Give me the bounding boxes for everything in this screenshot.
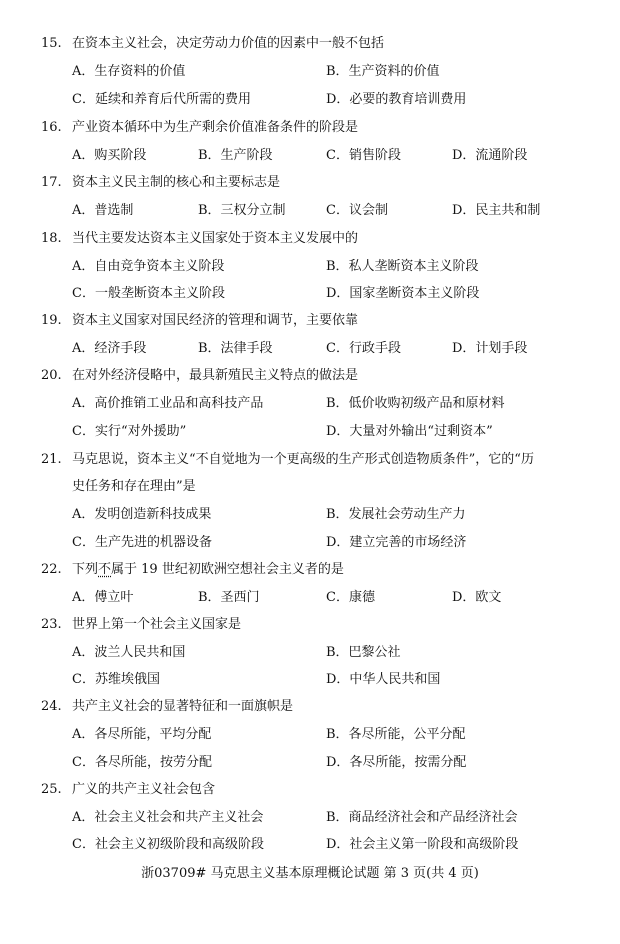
option-d: D．大量对外输出“过剩资本” xyxy=(326,424,493,439)
question-17 xyxy=(0,169,620,196)
option-d: D．流通阶段 xyxy=(452,148,528,163)
question-text: 马克思说，资本主义“不自觉地为一个更高级的生产形式创造物质条件”，它的“历 xyxy=(72,452,534,467)
question-19 xyxy=(0,307,620,334)
question-number: 15. xyxy=(41,36,62,51)
option-c: C．各尽所能，按劳分配 xyxy=(72,755,212,770)
question-number: 24. xyxy=(41,699,62,714)
option-a: A．购买阶段 xyxy=(72,148,147,163)
option-a: A．波兰人民共和国 xyxy=(72,645,186,660)
question-text: 在资本主义社会，决定劳动力价值的因素中一般不包括 xyxy=(72,36,385,51)
option-a: A．自由竞争资本主义阶段 xyxy=(72,259,225,274)
option-c: C．延续和养育后代所需的费用 xyxy=(72,92,251,107)
question-number: 19. xyxy=(41,313,62,328)
option-b: B．商品经济社会和产品经济社会 xyxy=(326,810,518,825)
option-b: B．私人垄断资本主义阶段 xyxy=(326,259,479,274)
option-d: D．中华人民共和国 xyxy=(326,672,441,687)
page-footer: 浙03709# 马克思主义基本原理概论试题 第 3 页(共 4 页) xyxy=(141,866,479,881)
option-d: D．计划手段 xyxy=(452,341,528,356)
option-a: A．高价推销工业品和高科技产品 xyxy=(72,396,264,411)
option-d: D．建立完善的市场经济 xyxy=(326,535,467,550)
question-text: 在对外经济侵略中，最具新殖民主义特点的做法是 xyxy=(72,368,359,383)
option-b: B．低价收购初级产品和原材料 xyxy=(326,396,505,411)
option-b: B．巴黎公社 xyxy=(326,645,401,660)
option-d: D．国家垄断资本主义阶段 xyxy=(326,286,480,301)
question-text xyxy=(72,556,344,583)
option-d: D．社会主义第一阶段和高级阶段 xyxy=(326,837,519,852)
option-d: D．必要的教育培训费用 xyxy=(326,92,467,107)
question-number: 23. xyxy=(41,617,62,632)
option-a: A．发明创造新科技成果 xyxy=(72,507,212,522)
option-d: D．民主共和制 xyxy=(452,203,541,218)
option-d: D．各尽所能，按需分配 xyxy=(326,755,467,770)
question-20 xyxy=(0,362,620,389)
option-b: B．生产阶段 xyxy=(198,148,273,163)
option-c: C．行政手段 xyxy=(326,341,401,356)
question-text: 共产主义社会的显著特征和一面旗帜是 xyxy=(72,699,294,714)
question-text-continued: 史任务和存在理由”是 xyxy=(72,479,196,494)
option-b: B．各尽所能，公平分配 xyxy=(326,727,466,742)
question-number: 16. xyxy=(41,120,62,135)
question-16 xyxy=(0,114,620,141)
option-b: B．圣西门 xyxy=(198,590,260,605)
question-21-continuation xyxy=(0,473,620,500)
option-b: B．法律手段 xyxy=(198,341,273,356)
option-c: C．销售阶段 xyxy=(326,148,401,163)
option-b: B．三权分立制 xyxy=(198,203,286,218)
option-a: A．普选制 xyxy=(72,203,134,218)
question-18 xyxy=(0,225,620,252)
option-c: C．实行“对外援助” xyxy=(72,424,187,439)
option-b: B．发展社会劳动生产力 xyxy=(326,507,466,522)
question-text-end: 属于 19 世纪初欧洲空想社会主义者的是 xyxy=(111,562,344,577)
question-number: 18. xyxy=(41,231,62,246)
option-c: C．苏维埃俄国 xyxy=(72,672,160,687)
question-number: 22. xyxy=(41,562,62,577)
option-a: A．各尽所能，平均分配 xyxy=(72,727,212,742)
question-23 xyxy=(0,611,620,638)
option-c: C．一般垄断资本主义阶段 xyxy=(72,286,225,301)
question-text: 资本主义国家对国民经济的管理和调节，主要依靠 xyxy=(72,313,359,328)
question-21 xyxy=(0,446,620,473)
option-c: C．议会制 xyxy=(326,203,388,218)
question-text: 广义的共产主义社会包含 xyxy=(72,782,216,797)
question-number: 20. xyxy=(41,368,62,383)
option-c: C．社会主义初级阶段和高级阶段 xyxy=(72,837,264,852)
question-25 xyxy=(0,776,620,803)
question-text: 产业资本循环中为生产剩余价值准备条件的阶段是 xyxy=(72,120,359,135)
question-15 xyxy=(0,30,620,57)
option-c: C．生产先进的机器设备 xyxy=(72,535,212,550)
question-text: 当代主要发达资本主义国家处于资本主义发展中的 xyxy=(72,231,359,246)
question-22 xyxy=(0,556,620,583)
question-number: 25. xyxy=(41,782,62,797)
question-text: 资本主义民主制的核心和主要标志是 xyxy=(72,175,281,190)
question-text-start: 下列 xyxy=(72,562,99,577)
option-a: A．社会主义社会和共产主义社会 xyxy=(72,810,264,825)
question-number: 17. xyxy=(41,175,62,190)
question-24 xyxy=(0,693,620,720)
option-a: A．傅立叶 xyxy=(72,590,134,605)
question-text: 世界上第一个社会主义国家是 xyxy=(72,617,242,632)
option-d: D．欧文 xyxy=(452,590,502,605)
option-c: C．康德 xyxy=(326,590,375,605)
question-number: 21. xyxy=(41,452,62,467)
option-a: A．经济手段 xyxy=(72,341,147,356)
emphasized-negation: 不 xyxy=(98,562,112,577)
option-a: A．生存资料的价值 xyxy=(72,64,186,79)
option-b: B．生产资料的价值 xyxy=(326,64,440,79)
